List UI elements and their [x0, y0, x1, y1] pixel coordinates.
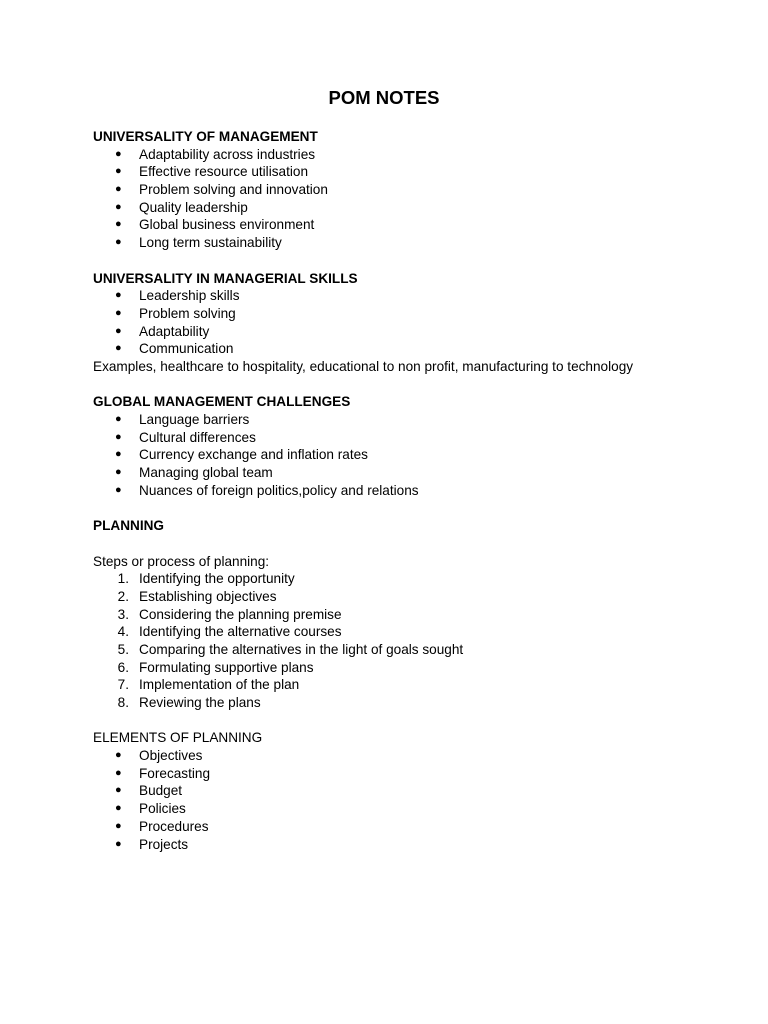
section-heading: GLOBAL MANAGEMENT CHALLENGES [93, 394, 351, 410]
list-item [93, 836, 713, 854]
list-item [93, 818, 713, 836]
section-planning [93, 517, 713, 712]
bullet-icon: ● [115, 236, 122, 249]
list-item [93, 606, 713, 624]
list-item-text: Adaptability across industries [139, 146, 316, 162]
step-number: 1. [117, 571, 129, 587]
numbered-list [93, 570, 713, 712]
bullet-icon: ● [115, 324, 122, 337]
section-universality-of-management [93, 128, 713, 252]
list-item-text: Currency exchange and inflation rates [139, 447, 368, 463]
bullet-icon: ● [115, 837, 122, 850]
examples-note: Examples, healthcare to hospitality, educational to non profit, manufacturing to technology [93, 358, 634, 374]
bullet-icon: ● [115, 766, 122, 779]
list-item [93, 199, 713, 217]
list-item-text: Considering the planning premise [139, 606, 342, 622]
list-item [93, 323, 713, 341]
bullet-list [93, 747, 713, 853]
section-global-management-challenges [93, 393, 713, 499]
list-item-text: Procedures [139, 818, 209, 834]
list-item-text: Problem solving and innovation [139, 182, 328, 198]
list-item [93, 163, 713, 181]
list-item-text: Comparing the alternatives in the light of goals sought [139, 641, 464, 657]
list-item [93, 570, 713, 588]
blank-line [93, 376, 713, 394]
bullet-icon: ● [115, 218, 122, 231]
bullet-icon: ● [115, 448, 122, 461]
list-item-text: Quality leadership [139, 199, 248, 215]
list-item-text: Establishing objectives [139, 588, 277, 604]
list-item-text: Identifying the opportunity [139, 571, 295, 587]
list-item [93, 305, 713, 323]
list-item-text: Problem solving [139, 305, 236, 321]
list-item-text: Projects [139, 836, 189, 852]
bullet-icon: ● [115, 147, 122, 160]
list-item-text: Global business environment [139, 217, 315, 233]
list-item-text: Forecasting [139, 765, 211, 781]
step-number: 7. [117, 677, 129, 693]
step-number: 4. [117, 624, 129, 640]
list-item [93, 340, 713, 358]
bullet-icon: ● [115, 430, 122, 443]
section-elements-of-planning [93, 729, 713, 853]
list-item [93, 482, 713, 500]
list-item [93, 216, 713, 234]
list-item [93, 464, 713, 482]
list-item [93, 800, 713, 818]
list-item-text: Managing global team [139, 465, 273, 481]
list-item [93, 446, 713, 464]
list-item-text: Long term sustainability [139, 235, 282, 251]
blank-line [93, 252, 713, 270]
list-item-text: Nuances of foreign politics,policy and relations [139, 482, 419, 498]
list-item-text: Communication [139, 341, 234, 357]
list-item-text: Identifying the alternative courses [139, 624, 342, 640]
list-item [93, 641, 713, 659]
step-number: 6. [117, 659, 129, 675]
document-body [93, 128, 713, 853]
bullet-icon: ● [115, 200, 122, 213]
step-number: 3. [117, 606, 129, 622]
planning-intro: Steps or process of planning: [93, 553, 270, 569]
list-item-text: Reviewing the plans [139, 695, 261, 710]
list-item-text: Effective resource utilisation [139, 164, 308, 180]
list-item [93, 429, 713, 447]
list-item [93, 676, 713, 694]
list-item [93, 765, 713, 783]
bullet-icon: ● [115, 413, 122, 425]
bullet-icon: ● [115, 289, 122, 302]
list-item [93, 588, 713, 606]
bullet-icon: ● [115, 466, 122, 479]
list-item [93, 181, 713, 199]
section-heading: PLANNING [93, 518, 164, 534]
bullet-icon: ● [115, 342, 122, 355]
section-heading: UNIVERSALITY IN MANAGERIAL SKILLS [93, 270, 358, 286]
blank-line [93, 499, 713, 517]
step-number: 8. [117, 695, 129, 710]
bullet-icon: ● [115, 165, 122, 178]
list-item [93, 659, 713, 677]
step-number: 2. [117, 588, 129, 604]
list-item [93, 782, 713, 800]
list-item [93, 623, 713, 641]
bullet-icon: ● [115, 819, 122, 832]
section-universality-in-managerial-skills [93, 270, 713, 376]
list-item-text: Adaptability [139, 323, 210, 339]
bullet-icon: ● [115, 784, 122, 797]
list-item [93, 146, 713, 164]
section-heading: UNIVERSALITY OF MANAGEMENT [93, 129, 318, 144]
blank-line [93, 535, 713, 553]
list-item-text: Implementation of the plan [139, 677, 300, 693]
list-item-text: Objectives [139, 748, 203, 764]
list-item [93, 747, 713, 765]
blank-line [93, 712, 713, 730]
list-item [93, 234, 713, 252]
list-item [93, 694, 713, 712]
list-item-text: Policies [139, 801, 186, 817]
bullet-icon: ● [115, 483, 122, 496]
list-item [93, 287, 713, 305]
bullet-icon: ● [115, 802, 122, 815]
list-item [93, 411, 713, 429]
step-number: 5. [117, 641, 129, 657]
bullet-list [93, 146, 713, 252]
bullet-list [93, 287, 713, 358]
bullet-icon: ● [115, 749, 122, 762]
bullet-list [93, 411, 713, 499]
list-item-text: Budget [139, 783, 183, 799]
page-title: POM NOTES [328, 87, 440, 108]
list-item-text: Leadership skills [139, 288, 240, 304]
bullet-icon: ● [115, 183, 122, 196]
bullet-icon: ● [115, 306, 122, 319]
list-item-text: Formulating supportive plans [139, 659, 314, 675]
list-item-text: Language barriers [139, 412, 250, 427]
section-heading: ELEMENTS OF PLANNING [93, 730, 263, 746]
list-item-text: Cultural differences [139, 429, 256, 445]
